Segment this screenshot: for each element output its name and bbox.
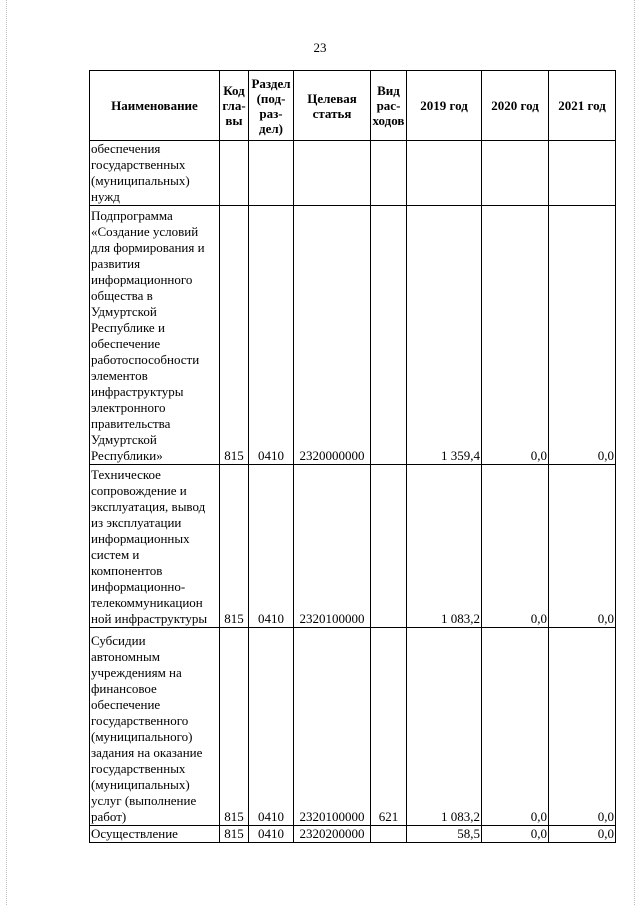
page-number: 23 bbox=[313, 40, 327, 55]
header-2019: 2019 год bbox=[407, 71, 482, 141]
row-2019: 1 083,2 bbox=[407, 628, 482, 826]
row-2020: 0,0 bbox=[482, 465, 549, 628]
row-2021: 0,0 bbox=[549, 465, 616, 628]
row-target bbox=[294, 141, 371, 206]
row-2021: 0,0 bbox=[549, 826, 616, 843]
row-section: 0410 bbox=[249, 826, 294, 843]
row-expense bbox=[371, 141, 407, 206]
row-2021: 0,0 bbox=[549, 628, 616, 826]
header-2020: 2020 год bbox=[482, 71, 549, 141]
table-header-row bbox=[90, 71, 616, 141]
header-name: Наименование bbox=[90, 71, 220, 141]
table-row bbox=[90, 628, 616, 826]
header-expense-type: Вид рас- ходов bbox=[371, 71, 407, 141]
row-chapter: 815 bbox=[220, 206, 249, 465]
row-section: 0410 bbox=[249, 465, 294, 628]
row-2019 bbox=[407, 141, 482, 206]
scan-edge-right bbox=[634, 0, 635, 905]
row-2019: 1 083,2 bbox=[407, 465, 482, 628]
row-2020: 0,0 bbox=[482, 628, 549, 826]
row-2021: 0,0 bbox=[549, 206, 616, 465]
row-target: 2320000000 bbox=[294, 206, 371, 465]
row-section bbox=[249, 141, 294, 206]
row-name: Подпрограмма «Создание условий для формирования и развития информационного общества в Удмуртской Республике и обеспечение работоспособности элементов инфраструктуры электронного правительства Удмуртской Республики» bbox=[90, 206, 220, 465]
row-2019: 1 359,4 bbox=[407, 206, 482, 465]
row-chapter bbox=[220, 141, 249, 206]
row-target: 2320200000 bbox=[294, 826, 371, 843]
row-2021 bbox=[549, 141, 616, 206]
row-expense bbox=[371, 826, 407, 843]
row-name: Субсидии автономным учреждениям на финансовое обеспечение государственного (муниципального) задания на оказание государственных (муниципальных) услуг (выполнение работ) bbox=[90, 628, 220, 826]
table-row bbox=[90, 206, 616, 465]
table-row bbox=[90, 826, 616, 843]
header-target-article: Целевая статья bbox=[294, 71, 371, 141]
row-2020 bbox=[482, 141, 549, 206]
row-2020: 0,0 bbox=[482, 206, 549, 465]
table-row bbox=[90, 465, 616, 628]
row-expense: 621 bbox=[371, 628, 407, 826]
row-expense bbox=[371, 465, 407, 628]
budget-table bbox=[89, 70, 616, 843]
row-2020: 0,0 bbox=[482, 826, 549, 843]
row-name: Осуществление bbox=[90, 826, 220, 843]
header-2021: 2021 год bbox=[549, 71, 616, 141]
row-chapter: 815 bbox=[220, 826, 249, 843]
row-name: Техническое сопровождение и эксплуатация, вывод из эксплуатации информационных систем и компонентов информационно- телекоммуникацион ной инфраструктуры bbox=[90, 465, 220, 628]
row-name: обеспечения государственных (муниципальных) нужд bbox=[90, 141, 220, 206]
row-target: 2320100000 bbox=[294, 465, 371, 628]
row-expense bbox=[371, 206, 407, 465]
row-chapter: 815 bbox=[220, 628, 249, 826]
table-row bbox=[90, 141, 616, 206]
row-2019: 58,5 bbox=[407, 826, 482, 843]
header-section: Раздел (под- раз- дел) bbox=[249, 71, 294, 141]
row-target: 2320100000 bbox=[294, 628, 371, 826]
header-chapter-code: Код гла- вы bbox=[220, 71, 249, 141]
scan-edge-left bbox=[6, 0, 7, 905]
row-section: 0410 bbox=[249, 628, 294, 826]
row-section: 0410 bbox=[249, 206, 294, 465]
row-chapter: 815 bbox=[220, 465, 249, 628]
